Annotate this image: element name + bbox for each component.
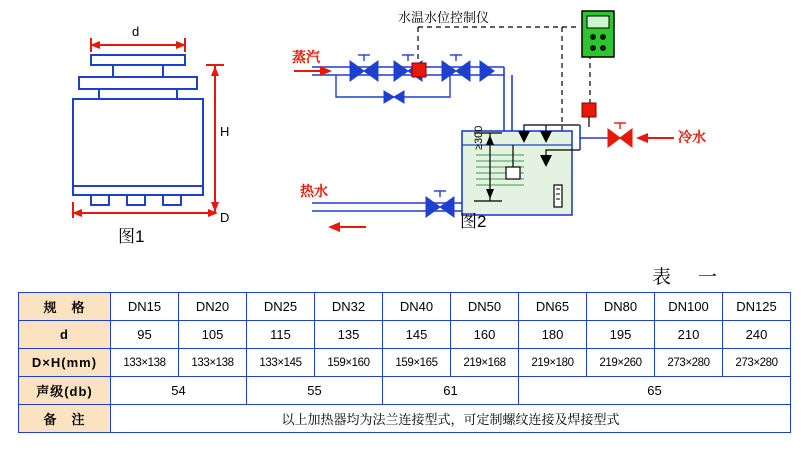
fig1-dim-D-label: D — [220, 210, 230, 225]
spec-table — [18, 292, 791, 433]
fig1-body-top — [72, 98, 204, 100]
coldwater-label: 冷水 — [678, 129, 706, 145]
fig1-caption: 图1 — [118, 227, 145, 246]
figure-1 — [60, 20, 250, 246]
cell-dh-8: 273×280 — [655, 349, 723, 377]
spec-table-wrapper — [18, 292, 790, 433]
cell-d-4: 145 — [383, 321, 451, 349]
steam-label: 蒸汽 — [292, 49, 320, 65]
cell-spec-6: DN65 — [519, 293, 587, 321]
cell-db-3: 65 — [519, 377, 791, 405]
cell-spec-8: DN100 — [655, 293, 723, 321]
fig2-schematic — [290, 5, 790, 235]
fig1-body-left — [72, 98, 74, 196]
cell-dh-0: 133×138 — [111, 349, 179, 377]
cell-dh-1: 133×138 — [179, 349, 247, 377]
cell-db-2: 61 — [383, 377, 519, 405]
cell-spec-0: DN15 — [111, 293, 179, 321]
table-title: 表 一 — [652, 267, 722, 288]
fig2-caption: 图2 — [460, 212, 487, 231]
row-header-note: 备 注 — [19, 405, 111, 433]
fig1-dim-H-arrows — [208, 64, 222, 214]
cell-dh-2: 133×145 — [247, 349, 315, 377]
cell-d-3: 135 — [315, 321, 383, 349]
fig1-dim-H-label: H — [220, 124, 230, 139]
table-row — [19, 405, 791, 433]
cell-dh-7: 219×260 — [587, 349, 655, 377]
fig1-cap-right — [176, 90, 178, 98]
fig1-top-plate-left — [90, 54, 92, 66]
controller-label: 水温水位控制仪 — [398, 10, 490, 25]
cell-note: 以上加热器均为法兰连接型式，可定制螺纹连接及焊接型式 — [111, 405, 791, 433]
cell-d-8: 210 — [655, 321, 723, 349]
cell-spec-5: DN50 — [451, 293, 519, 321]
hotwater-label: 热水 — [300, 183, 328, 199]
cell-db-0: 54 — [111, 377, 247, 405]
cell-d-5: 160 — [451, 321, 519, 349]
cell-db-1: 55 — [247, 377, 383, 405]
fig1-dim-d-label: d — [132, 24, 140, 39]
fig1-dim-d-arrows — [88, 38, 188, 52]
cell-dh-3: 159×160 — [315, 349, 383, 377]
fig1-cap-left — [98, 90, 100, 98]
row-header-d: d — [19, 321, 111, 349]
cell-spec-7: DN80 — [587, 293, 655, 321]
fig1-mid-plate-right — [196, 76, 198, 90]
cell-d-7: 195 — [587, 321, 655, 349]
figure-2 — [290, 5, 790, 235]
cell-dh-4: 159×165 — [383, 349, 451, 377]
fig1-dim-D-arrows — [70, 206, 220, 220]
fig1-body-inner-line — [72, 185, 204, 187]
cell-spec-3: DN32 — [315, 293, 383, 321]
cell-spec-2: DN25 — [247, 293, 315, 321]
fig1-mid-plate-bottom — [78, 88, 198, 90]
fig1-top-plate-bottom — [90, 64, 186, 66]
cell-dh-5: 219×168 — [451, 349, 519, 377]
table-row — [19, 293, 791, 321]
cell-dh-6: 219×180 — [519, 349, 587, 377]
table-row — [19, 321, 791, 349]
cell-d-1: 105 — [179, 321, 247, 349]
fig1-neck-left — [112, 66, 114, 76]
fig1-top-plate-top — [90, 54, 186, 56]
table-row — [19, 349, 791, 377]
row-header-db: 声级(db) — [19, 377, 111, 405]
cell-d-2: 115 — [247, 321, 315, 349]
fig1-mid-plate-top — [78, 76, 198, 78]
tank-depth-label: ≥300 — [473, 125, 485, 150]
cell-spec-4: DN40 — [383, 293, 451, 321]
cell-spec-1: DN20 — [179, 293, 247, 321]
cell-d-6: 180 — [519, 321, 587, 349]
fig1-mid-plate-left — [78, 76, 80, 90]
fig1-body-right — [202, 98, 204, 196]
fig1-neck-right — [162, 66, 164, 76]
cell-dh-9: 273×280 — [723, 349, 791, 377]
fig1-top-plate-right — [184, 54, 186, 66]
table-row — [19, 377, 791, 405]
cell-d-0: 95 — [111, 321, 179, 349]
row-header-dh: D×H(mm) — [19, 349, 111, 377]
row-header-spec: 规 格 — [19, 293, 111, 321]
cell-d-9: 240 — [723, 321, 791, 349]
cell-spec-9: DN125 — [723, 293, 791, 321]
